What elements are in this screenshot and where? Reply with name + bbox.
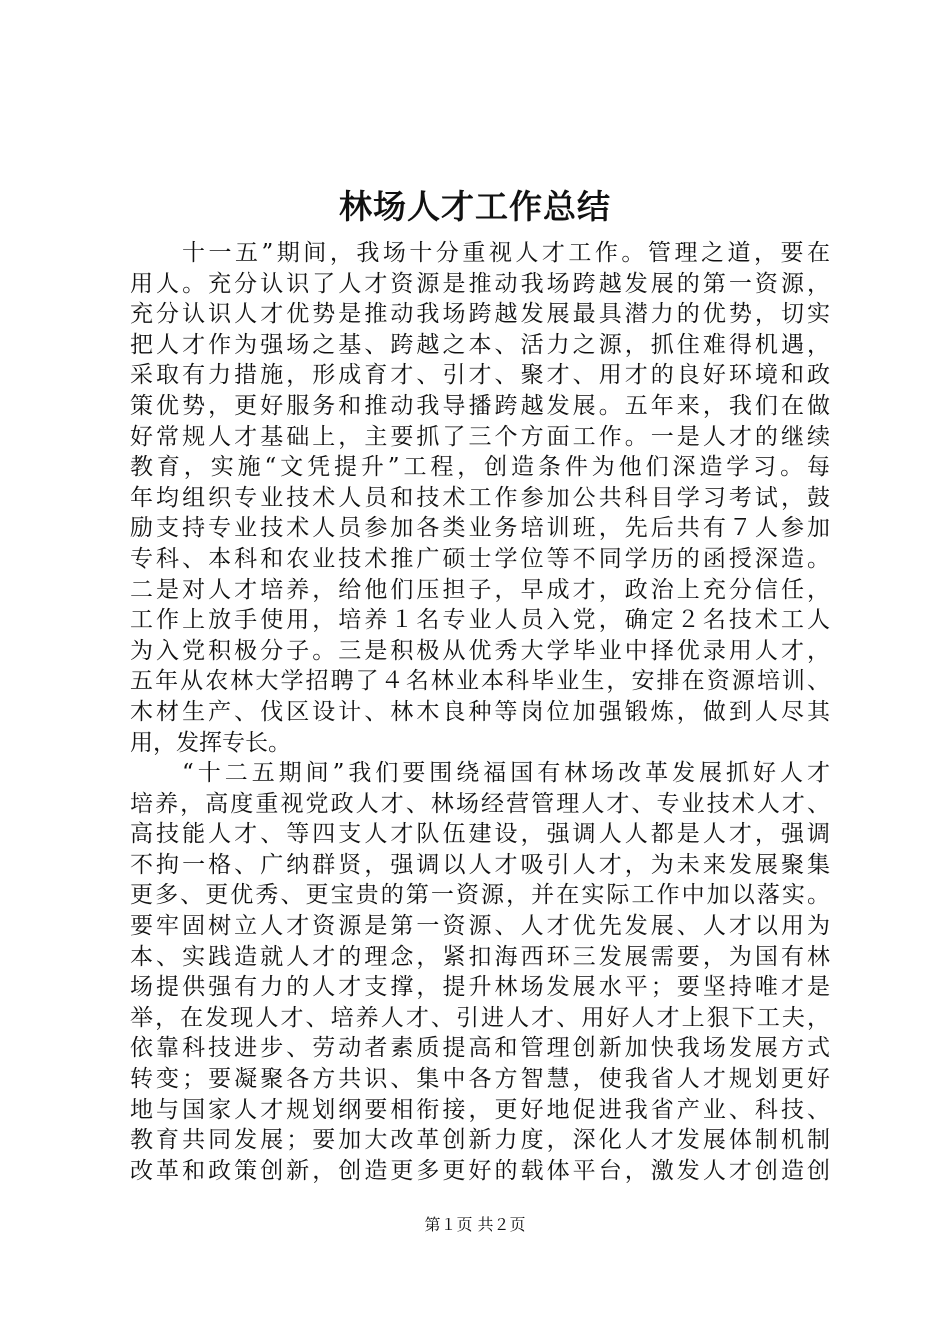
text-line: 五年从农林大学招聘了４名林业本科毕业生，安排在资源培训、	[130, 668, 830, 695]
text-line: 把人才作为强场之基、跨越之本、活力之源，抓住难得机遇，	[130, 331, 830, 358]
text-line: 用，发挥专长。	[130, 729, 291, 756]
text-line: 地与国家人才规划纲要相衔接，更好地促进我省产业、科技、	[130, 1096, 830, 1123]
paragraph-2	[130, 758, 830, 1186]
text-line: 教育，实施“文凭提升”工程，创造条件为他们深造学习。每	[130, 454, 830, 481]
text-line: 木材生产、伐区设计、林木良种等岗位加强锻炼，做到人尽其	[130, 698, 830, 725]
text-line: 培养，高度重视党政人才、林场经营管理人才、专业技术人才、	[130, 790, 830, 817]
text-line: 二是对人才培养，给他们压担子，早成才，政治上充分信任，	[130, 576, 830, 603]
text-line: 依靠科技进步、劳动者素质提高和管理创新加快我场发展方式	[130, 1035, 830, 1062]
text-line: 工作上放手使用，培养１名专业人员入党，确定２名技术工人	[130, 607, 830, 634]
text-line: 高技能人才、等四支人才队伍建设，强调人人都是人才，强调	[130, 821, 830, 848]
text-line: 好常规人才基础上，主要抓了三个方面工作。一是人才的继续	[130, 423, 830, 450]
text-line: 策优势，更好服务和推动我导播跨越发展。五年来，我们在做	[130, 392, 830, 419]
text-line: 转变；要凝聚各方共识、集中各方智慧，使我省人才规划更好	[130, 1066, 830, 1093]
text-line: 举，在发现人才、培养人才、引进人才、用好人才上狠下工夫，	[130, 1004, 830, 1031]
text-line: 教育共同发展；要加大改革创新力度，深化人才发展体制机制	[130, 1127, 830, 1154]
text-line: 场提供强有力的人才支撑，提升林场发展水平；要坚持唯才是	[130, 974, 830, 1001]
page-number-footer: 第１页 共２页	[424, 1215, 526, 1234]
page-title: 林场人才工作总结	[339, 187, 611, 226]
text-line: 采取有力措施，形成育才、引才、聚才、用才的良好环境和政	[130, 362, 830, 389]
text-line: 改革和政策创新，创造更多更好的载体平台，激发人才创造创	[130, 1157, 830, 1184]
text-line: 十一五”期间，我场十分重视人才工作。管理之道，要在	[182, 240, 830, 266]
text-line: 不拘一格、广纳群贤，强调以人才吸引人才，为未来发展聚集	[130, 851, 830, 878]
text-line: 本、实践造就人才的理念，紧扣海西环三发展需要，为国有林	[130, 943, 830, 970]
text-line: 专科、本科和农业技术推广硕士学位等不同学历的函授深造。	[130, 545, 830, 572]
text-line: 更多、更优秀、更宝贵的第一资源，并在实际工作中加以落实。	[130, 882, 830, 909]
text-line: 励支持专业技术人员参加各类业务培训班，先后共有７人参加	[130, 515, 830, 542]
text-line: “十二五期间”我们要围绕福国有林场改革发展抓好人才	[182, 760, 830, 787]
text-line: 用人。充分认识了人才资源是推动我场跨越发展的第一资源，	[130, 270, 830, 297]
paragraph-1	[130, 238, 830, 758]
text-line: 年均组织专业技术人员和技术工作参加公共科目学习考试，鼓	[130, 484, 830, 511]
text-line: 为入党积极分子。三是积极从优秀大学毕业中择优录用人才，	[130, 637, 830, 664]
text-line: 要牢固树立人才资源是第一资源、人才优先发展、人才以用为	[130, 913, 830, 940]
document-body	[130, 238, 830, 1186]
text-line: 充分认识人才优势是推动我场跨越发展最具潜力的优势，切实	[130, 301, 830, 328]
